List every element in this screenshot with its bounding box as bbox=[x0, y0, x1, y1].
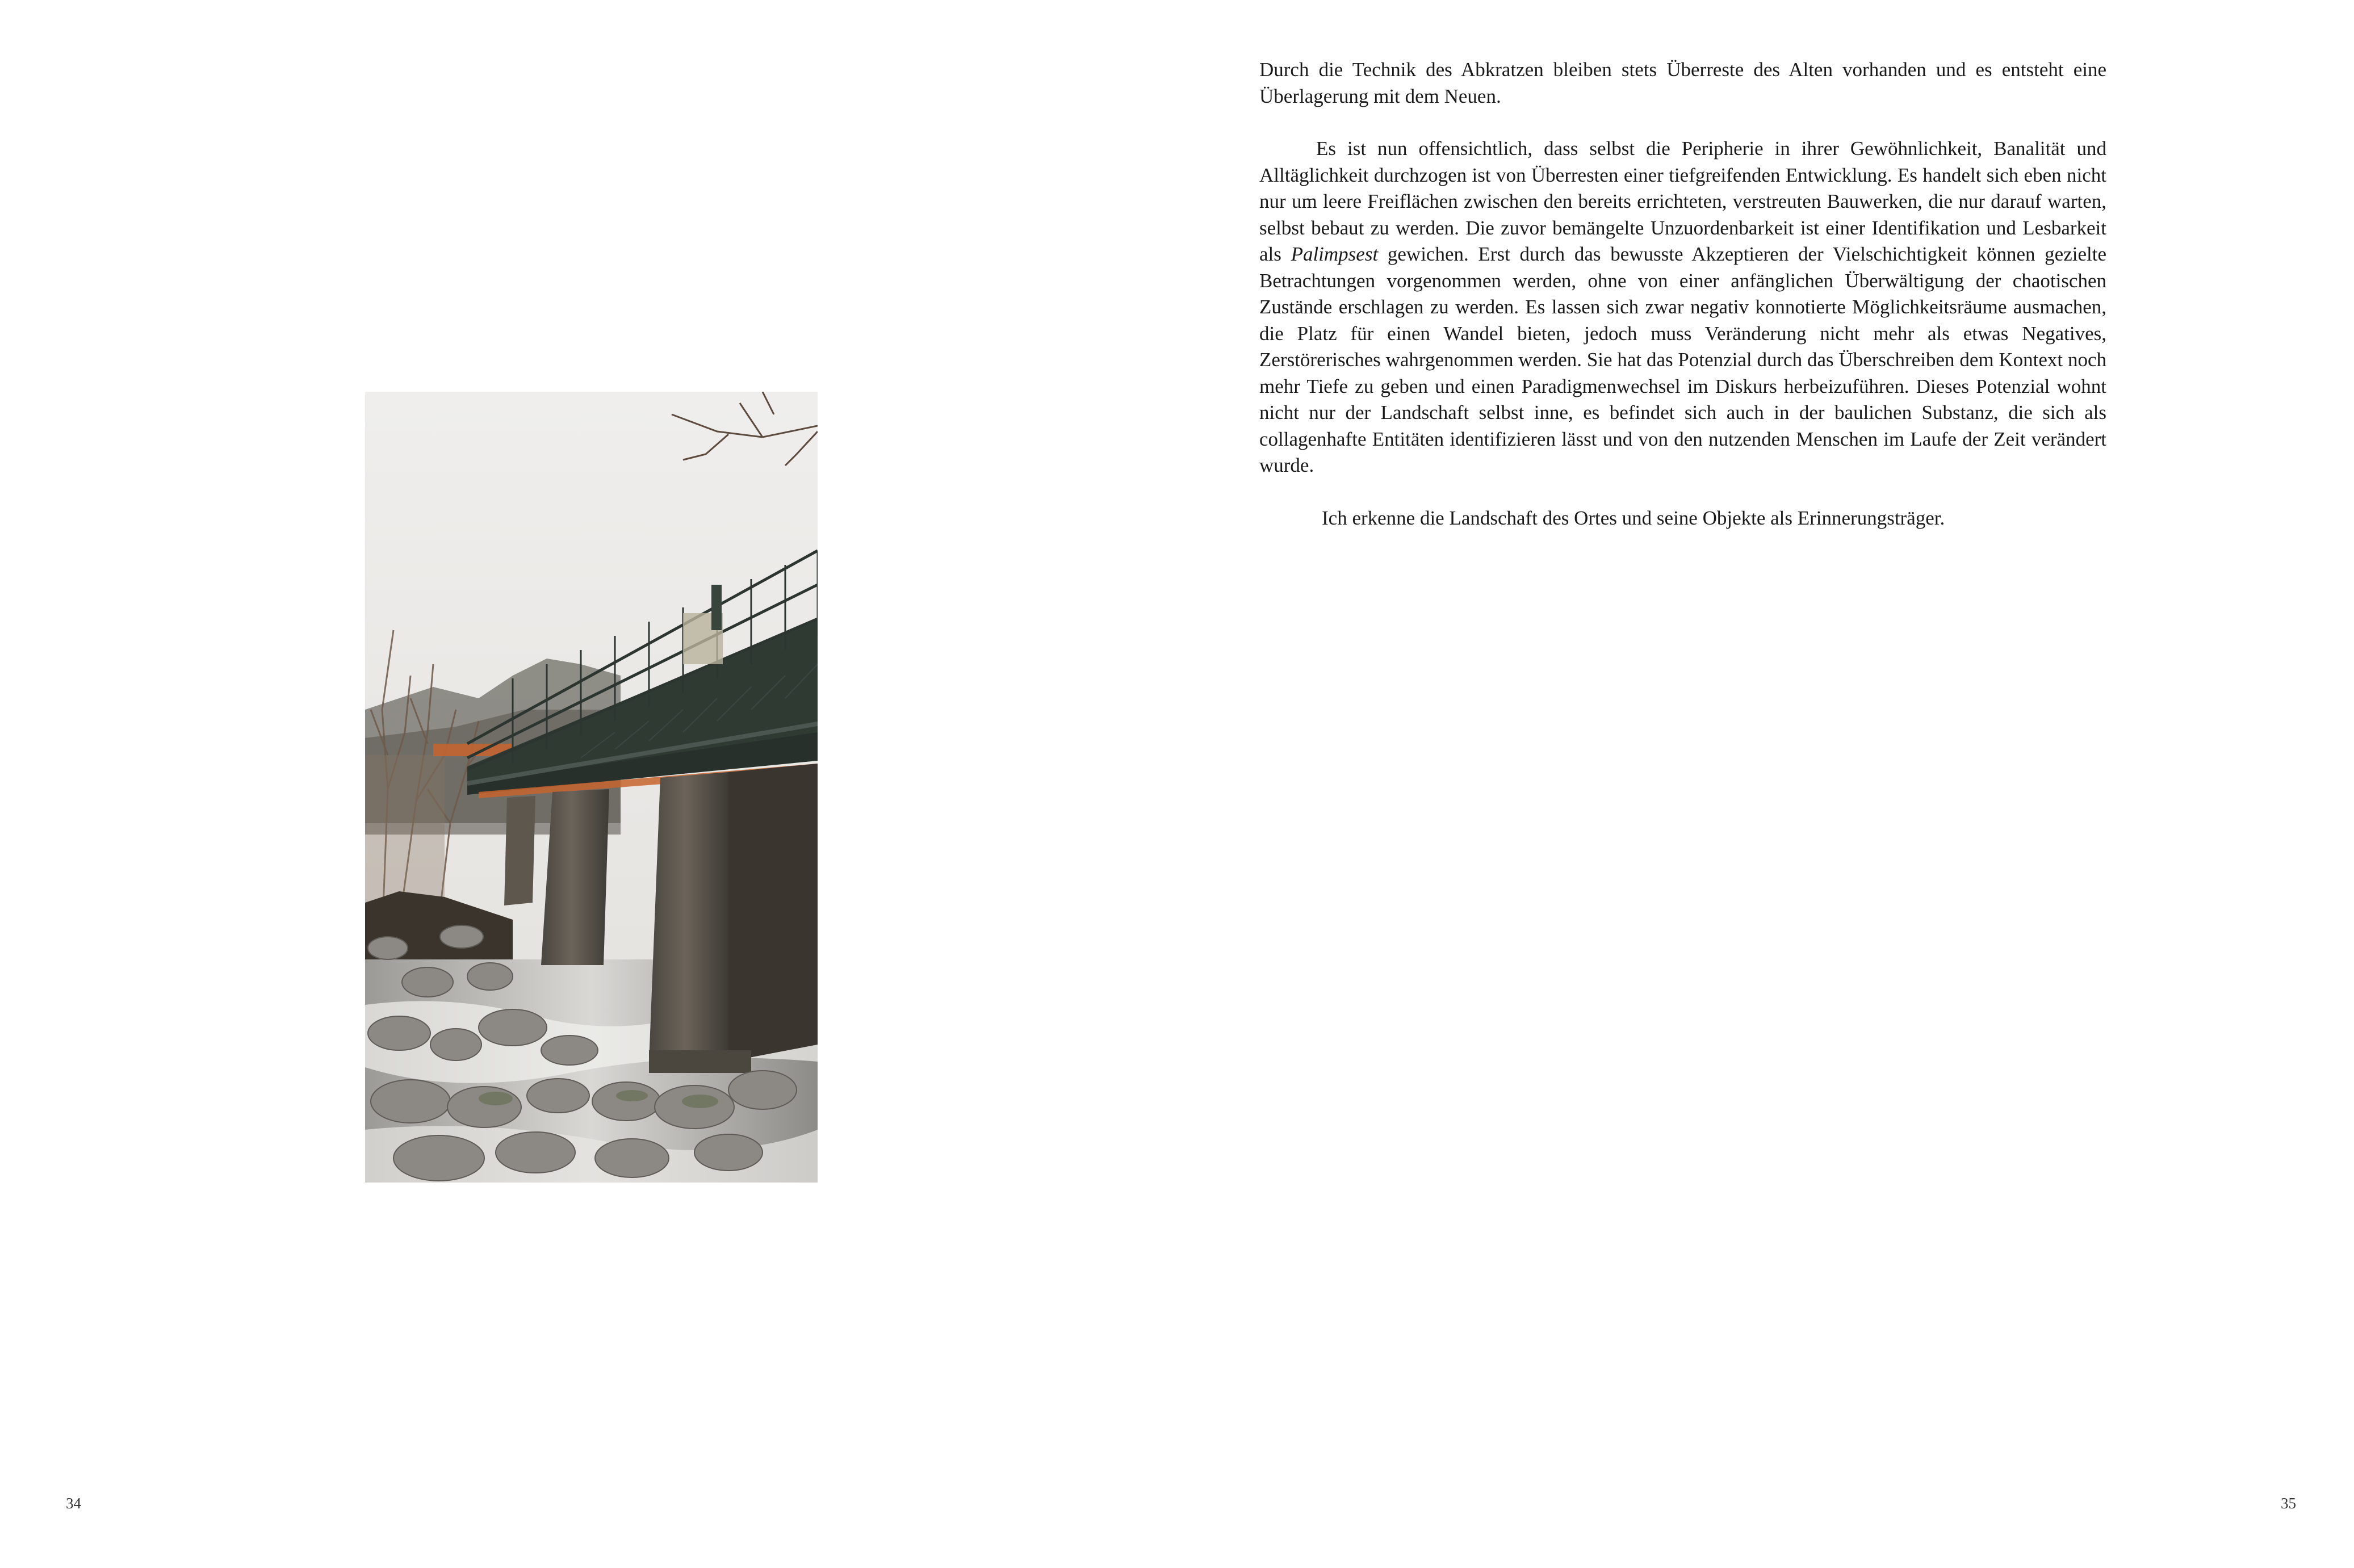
body-text bbox=[1259, 57, 2106, 531]
page-number-left: 34 bbox=[66, 1495, 81, 1512]
paragraph-3: Ich erkenne die Landschaft des Ortes und seine Objekte als Erinnerungsträger. bbox=[1322, 506, 1945, 529]
paragraph-1: Durch die Technik des Abkratzen bleiben stets Überreste des Alten vorhanden und es entsteht eine Überlagerung mit dem Neuen. bbox=[1259, 58, 2106, 107]
palimpsest-term: Palimpsest bbox=[1291, 243, 1379, 265]
paragraph-2-text-end: gewichen. Erst durch das bewusste Akzeptieren der Vielschichtigkeit können gezielte Betrachtungen vorgenommen werden, ohne von einer anfänglichen Überwältigung der chaotischen Zustände erschlagen zu werden. Es lassen sich zwar negativ konnotierte Möglichkeitsräume ausmachen, die Platz für einen Wandel bieten, jedoch muss Veränderung nicht mehr als etwas Negatives, Zerstörerisches wahrgenommen werden. Sie hat das Potenzial durch das Überschreiben dem Kontext noch mehr Tiefe zu geben und einen Paradigmenwechsel im Diskurs herbeizuführen. Dieses Potenzial wohnt nicht nur der Landschaft selbst inne, es befindet sich auch in der baulichen Substanz, die sich als collagenhafte Entitäten identifizieren lässt und von den nutzenden Menschen im Laufe der Zeit verändert wurde. bbox=[1259, 243, 2106, 476]
paragraph-2 bbox=[1259, 136, 2106, 479]
paragraph-2-text-start: Es ist nun offensichtlich, dass selbst die Peripherie in ihrer Gewöhnlichkeit, Banalität und Alltäglichkeit durchzogen ist von Überresten einer tiefgreifenden Entwicklung. Es handelt sich eben nicht nur um leere Freiflächen zwischen den bereits errichteten, verstreuten Bauwerken, die nur darauf warten, selbst bebaut zu werden. Die zuvor bemängelte Unzuordenbarkeit ist einer Identifikation und Lesbarkeit als bbox=[1259, 137, 2106, 265]
page-number-right: 35 bbox=[2281, 1495, 2296, 1512]
bridge-river-photo bbox=[365, 392, 818, 1183]
